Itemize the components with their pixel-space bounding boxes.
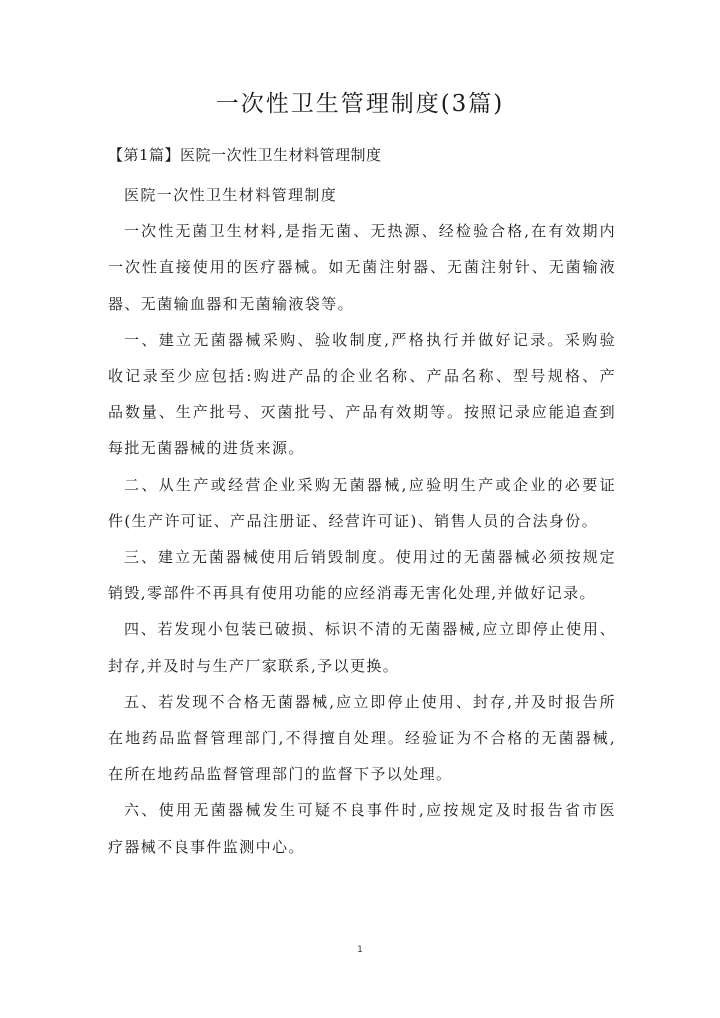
section-heading: 【第1篇】医院一次性卫生材料管理制度 <box>108 146 382 164</box>
text-line: 一、建立无菌器械采购、验收制度,严格执行并做好记录。采购验 <box>124 330 616 349</box>
text-line: 五、若发现不合格无菌器械,应立即停止使用、封存,并及时报告所 <box>124 692 616 711</box>
document-body <box>108 177 616 865</box>
text-line: 一次性直接使用的医疗器械。如无菌注射器、无菌注射针、无菌输液 <box>108 258 616 277</box>
text-line: 医院一次性卫生材料管理制度 <box>124 186 338 204</box>
text-line: 收记录至少应包括:购进产品的企业名称、产品名称、型号规格、产 <box>108 367 616 386</box>
paragraph-rule-4 <box>108 611 616 683</box>
text-line: 封存,并及时与生产厂家联系,予以更换。 <box>108 656 400 675</box>
text-line: 器、无菌输血器和无菌输液袋等。 <box>108 294 355 313</box>
text-line: 四、若发现小包装已破损、标识不清的无菌器械,应立即停止使用、 <box>124 620 616 639</box>
text-line: 二、从生产或经营企业采购无菌器械,应验明生产或企业的必要证 <box>124 475 616 494</box>
text-line: 销毁,零部件不再具有使用功能的应经消毒无害化处理,并做好记录。 <box>108 584 596 603</box>
text-line: 一次性无菌卫生材料,是指无菌、无热源、经检验合格,在有效期内 <box>124 222 616 241</box>
page-number: 1 <box>357 945 363 955</box>
paragraph-rule-6 <box>108 792 616 864</box>
text-line: 三、建立无菌器械使用后销毁制度。使用过的无菌器械必须按规定 <box>124 548 616 567</box>
paragraph-rule-3 <box>108 539 616 611</box>
document-title: 一次性卫生管理制度(3篇) <box>215 91 505 117</box>
paragraph-rule-2 <box>108 467 616 539</box>
text-line: 疗器械不良事件监测中心。 <box>108 837 305 856</box>
paragraph-definition <box>108 213 616 322</box>
paragraph-subtitle <box>108 177 616 213</box>
paragraph-rule-1 <box>108 322 616 467</box>
text-line: 件(生产许可证、产品注册证、经营许可证)、销售人员的合法身份。 <box>108 511 599 530</box>
text-line: 品数量、生产批号、灭菌批号、产品有效期等。按照记录应能追查到 <box>108 403 616 422</box>
text-line: 在地药品监督管理部门,不得擅自处理。经验证为不合格的无菌器械, <box>108 729 616 748</box>
text-line: 每批无菌器械的进货来源。 <box>108 439 305 458</box>
text-line: 在所在地药品监督管理部门的监督下予以处理。 <box>108 765 453 784</box>
text-line: 六、使用无菌器械发生可疑不良事件时,应按规定及时报告省市医 <box>124 801 616 820</box>
paragraph-rule-5 <box>108 684 616 793</box>
